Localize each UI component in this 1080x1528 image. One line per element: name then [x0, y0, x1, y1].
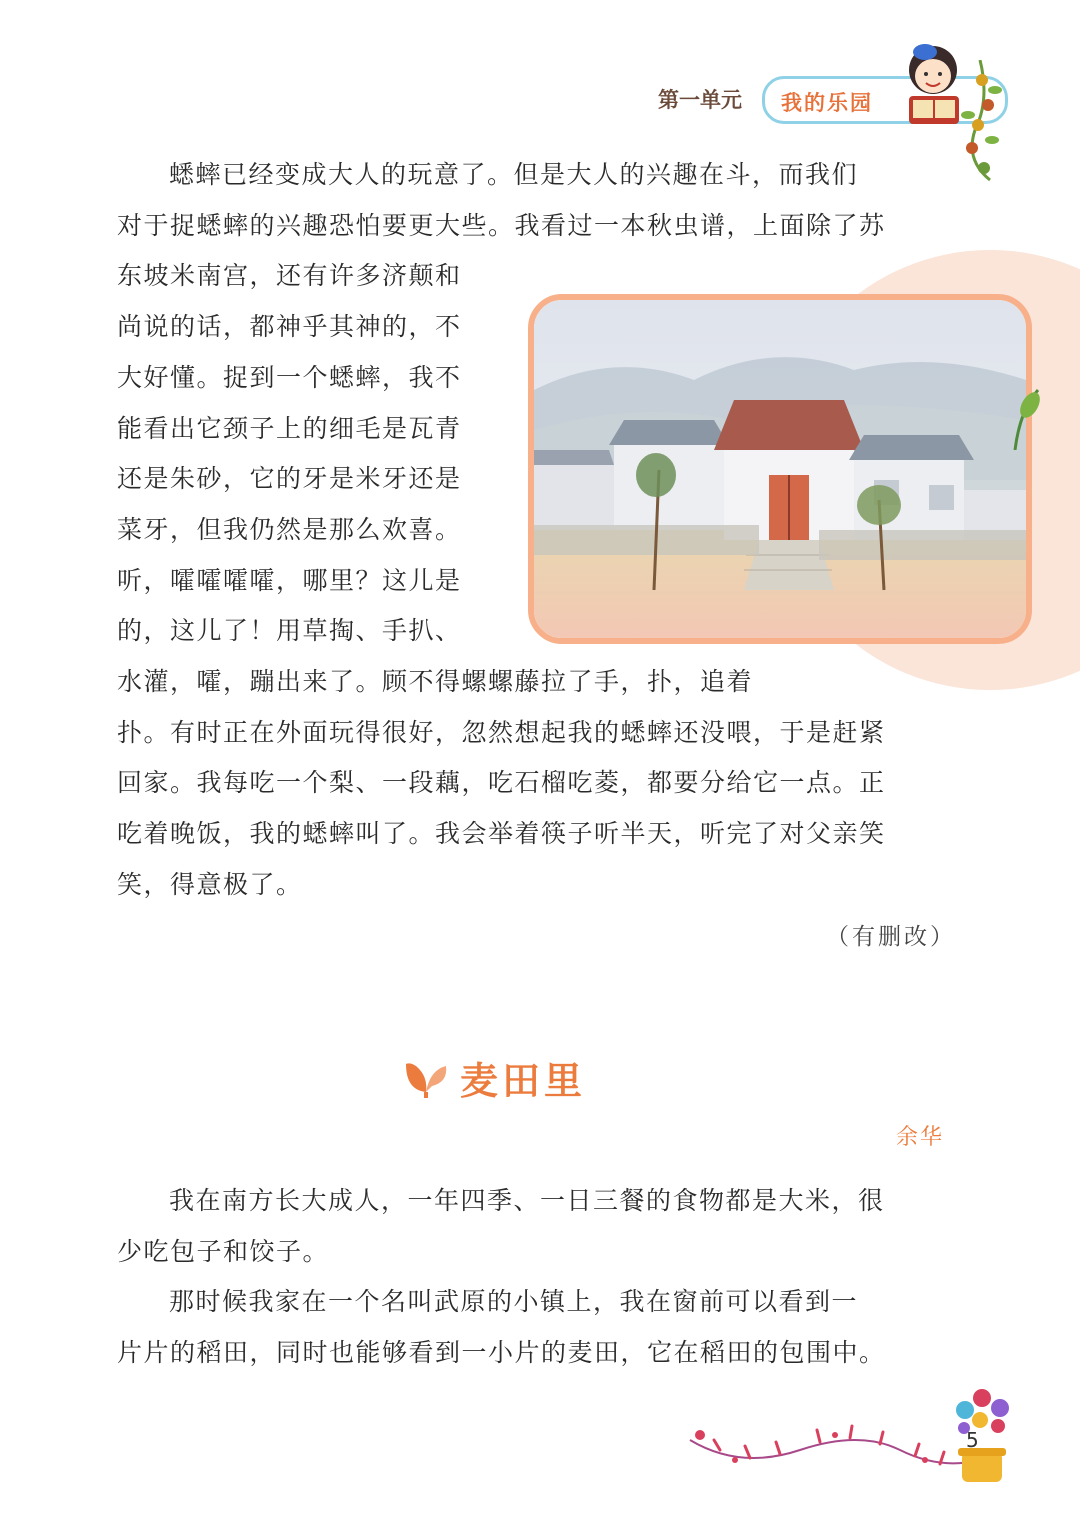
- text-line: 回家。我每吃一个梨、一段藕，吃石榴吃菱，都要分给它一点。正: [117, 768, 886, 798]
- story2-title: 麦田里: [460, 1059, 587, 1103]
- text-line: 片片的稻田，同时也能够看到一小片的麦田，它在稻田的包围中。: [117, 1338, 886, 1368]
- author-name: 余华: [896, 1125, 945, 1150]
- flower-vine-icon: [960, 60, 1020, 190]
- text-line: 我在南方长大成人，一年四季、一日三餐的食物都是大米，很: [169, 1186, 885, 1215]
- text-line: 的，这儿了！用草掏、手扒、: [117, 616, 462, 646]
- text-line: 听，嚯嚯嚯嚯，哪里？这儿是: [117, 565, 462, 595]
- unit-header: [640, 70, 1080, 140]
- leaf-icon: [1010, 380, 1040, 450]
- text-line: 少吃包子和饺子。: [117, 1236, 330, 1266]
- text-line: 尚说的话，都神乎其神的，不: [117, 312, 462, 342]
- unit-label: 第一单元: [658, 88, 742, 112]
- text-line: 笑，得意极了。: [117, 869, 303, 899]
- text-line: 那时候我家在一个名叫武原的小镇上，我在窗前可以看到一: [169, 1287, 859, 1317]
- text-line: 还是朱砂，它的牙是米牙还是: [117, 464, 462, 494]
- text-line: 对于捉蟋蟀的兴趣恐怕要更大些。我看过一本秋虫谱，上面除了苏: [117, 210, 886, 240]
- text-line: 水灌，嚯，蹦出来了。顾不得螺螺藤拉了手，扑，追着: [117, 667, 754, 697]
- text-line: 吃着晚饭，我的蟋蟀叫了。我会举着筷子听半天，听完了对父亲笑: [117, 819, 886, 849]
- text-line: 扑。有时正在外面玩得很好，忽然想起我的蟋蟀还没喂，于是赶紧: [117, 717, 886, 747]
- text-line: 蟋蟀已经变成大人的玩意了。但是大人的兴趣在斗，而我们: [169, 160, 859, 189]
- text-line: 菜牙，但我仍然是那么欢喜。: [117, 514, 462, 544]
- story2-text: [117, 1176, 957, 1379]
- theme-label: 我的乐园: [781, 91, 873, 115]
- sprout-icon: [402, 1056, 450, 1098]
- page-number: 5: [966, 1428, 979, 1452]
- text-line: 东坡米南宫，还有许多济颠和: [117, 261, 462, 291]
- edit-note: （有删改）: [826, 924, 956, 950]
- story1-text: [117, 150, 957, 911]
- text-line: 大好懂。捉到一个蟋蟀，我不: [117, 362, 462, 392]
- text-line: 能看出它颈子上的细毛是瓦青: [117, 413, 462, 443]
